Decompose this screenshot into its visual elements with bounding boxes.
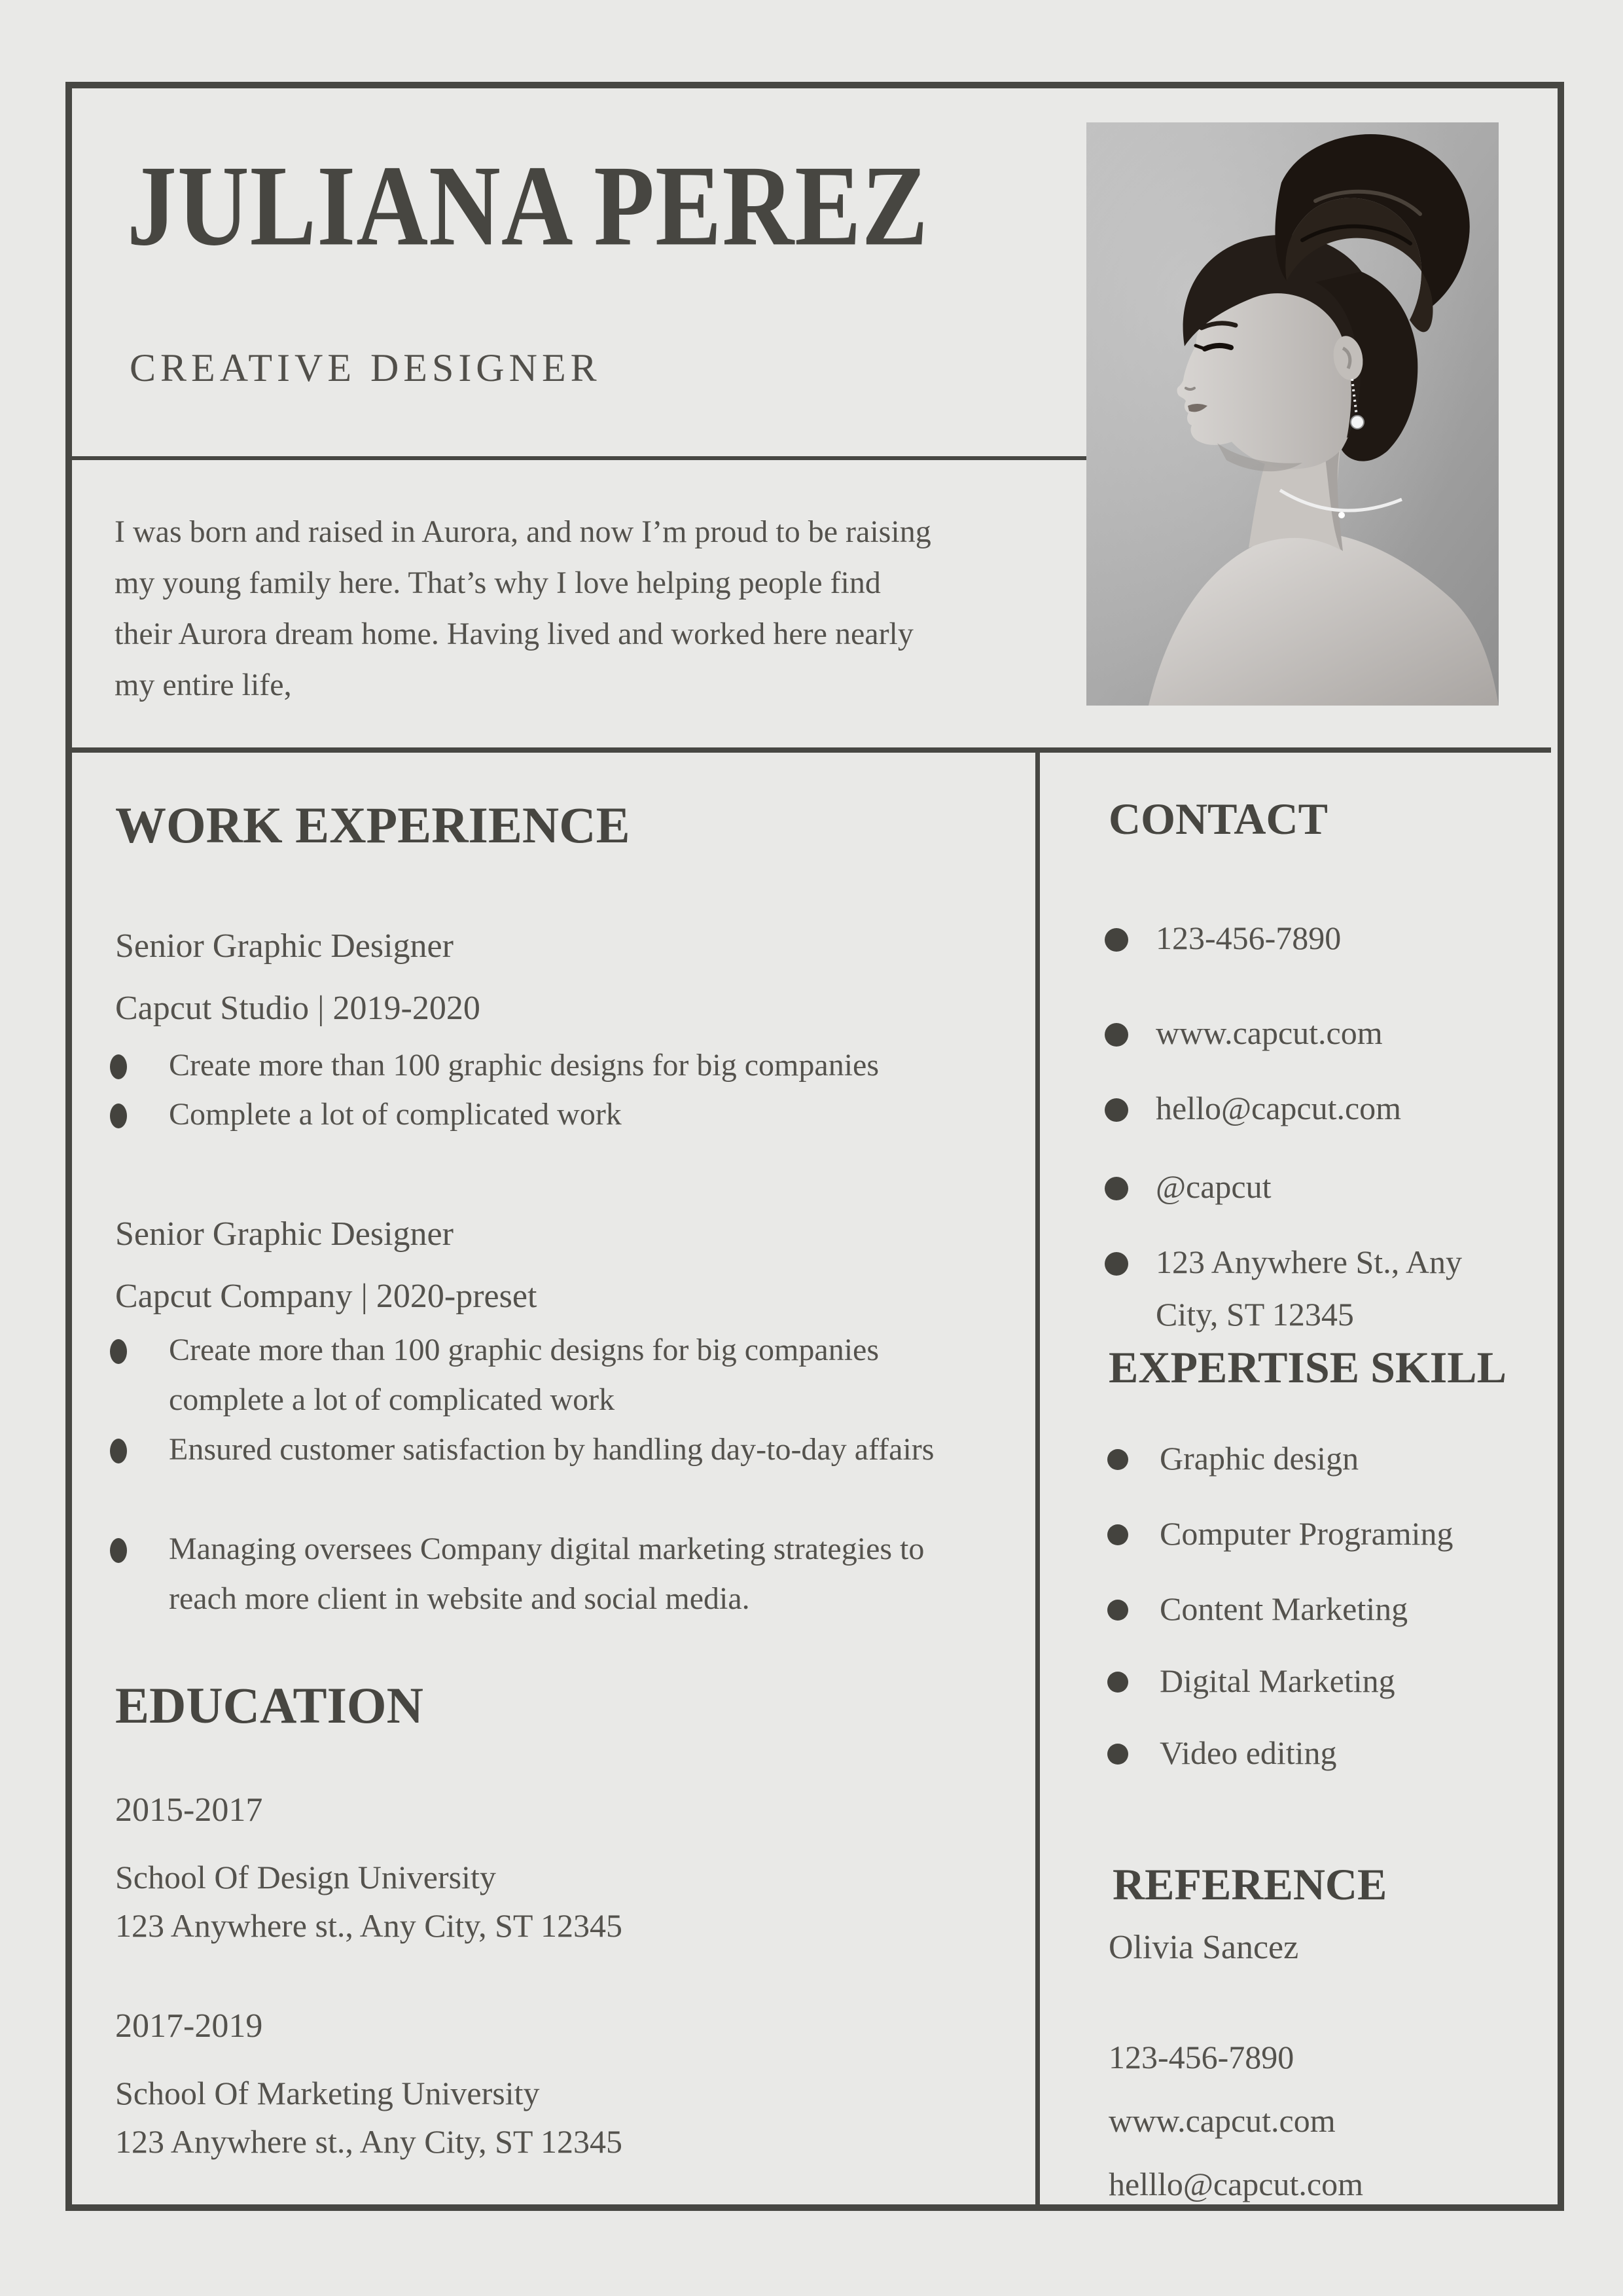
page-title: JULIANA PEREZ	[127, 141, 929, 270]
bullet-dot-icon	[1107, 1600, 1128, 1621]
education-years: 2017-2019	[115, 2007, 263, 2045]
contact-item-social: @capcut	[1105, 1160, 1272, 1213]
education-school	[115, 1853, 622, 1950]
education-school-address: 123 Anywhere st., Any City, ST 12345	[115, 1907, 623, 1944]
profile-photo	[1086, 122, 1499, 706]
skill-item: Digital Marketing	[1107, 1655, 1395, 1707]
reference-email: helllo@capcut.com	[1109, 2166, 1363, 2202]
reference-name: Olivia Sancez	[1109, 1929, 1299, 1966]
job-bullet: Ensured customer satisfaction by handling day-to-day affairs	[110, 1425, 1016, 1475]
header-divider-line	[72, 456, 1086, 460]
education-school-name: School Of Design University	[115, 1859, 496, 1895]
job-title: Senior Graphic Designer	[115, 1215, 454, 1253]
bullet-dot-icon	[1107, 1449, 1128, 1470]
bullet-dot-icon	[110, 1538, 127, 1563]
section-divider-line	[72, 747, 1551, 753]
bullet-dot-icon	[110, 1054, 127, 1079]
education-heading: EDUCATION	[115, 1677, 423, 1734]
job-bullet: Complete a lot of complicated work	[110, 1090, 1016, 1139]
reference-phone: 123-456-7890	[1109, 2039, 1294, 2075]
job-bullet: Create more than 100 graphic designs for big companies complete a lot of complicated work	[110, 1325, 1016, 1425]
skill-item: Graphic design	[1107, 1432, 1359, 1484]
job-title-subtitle: CREATIVE DESIGNER	[130, 346, 601, 389]
contact-heading: CONTACT	[1109, 794, 1328, 844]
bullet-dot-icon	[110, 1339, 127, 1364]
bullet-dot-icon	[1107, 1672, 1128, 1693]
contact-item-email: hello@capcut.com	[1105, 1082, 1401, 1134]
skill-item: Computer Programing	[1107, 1507, 1454, 1560]
bullet-dot-icon	[1105, 1252, 1128, 1276]
job-bullet: Managing oversees Company digital marketing strategies to reach more client in website and social media.	[110, 1524, 1016, 1624]
expertise-skill-heading: EXPERTISE SKILL	[1109, 1342, 1507, 1392]
column-divider-line	[1035, 753, 1040, 2204]
bullet-dot-icon	[1105, 1098, 1128, 1122]
contact-item-phone: 123-456-7890	[1105, 912, 1341, 964]
contact-item-website: www.capcut.com	[1105, 1007, 1383, 1059]
contact-item-address: 123 Anywhere St., Any City, ST 12345	[1105, 1236, 1496, 1340]
job-company-dates: Capcut Company | 2020-preset	[115, 1278, 537, 1315]
woman-portrait-image	[1086, 122, 1499, 706]
job-title: Senior Graphic Designer	[115, 927, 454, 965]
job-company-dates: Capcut Studio | 2019-2020	[115, 990, 480, 1027]
reference-website: www.capcut.com	[1109, 2102, 1336, 2139]
bullet-dot-icon	[1107, 1524, 1128, 1545]
education-school-name: School Of Marketing University	[115, 2075, 540, 2111]
education-years: 2015-2017	[115, 1791, 263, 1829]
skill-item: Video editing	[1107, 1727, 1337, 1779]
skill-item: Content Marketing	[1107, 1583, 1408, 1635]
bullet-dot-icon	[1105, 1177, 1128, 1200]
education-school	[115, 2069, 622, 2166]
bullet-dot-icon	[1105, 928, 1128, 952]
intro-paragraph: I was born and raised in Aurora, and now I’m proud to be raising my young family here. That’s why I love helping people find their Aurora dream home. Having lived and worked here nearly my entire life,	[115, 514, 931, 702]
reference-contact-block	[1109, 2026, 1363, 2216]
bullet-dot-icon	[110, 1439, 127, 1463]
reference-heading: REFERENCE	[1113, 1859, 1387, 1909]
education-school-address: 123 Anywhere st., Any City, ST 12345	[115, 2123, 623, 2160]
bullet-dot-icon	[1107, 1744, 1128, 1765]
work-experience-heading: WORK EXPERIENCE	[115, 797, 630, 853]
job-bullet: Create more than 100 graphic designs for big companies	[110, 1041, 1016, 1090]
bullet-dot-icon	[1105, 1023, 1128, 1047]
bullet-dot-icon	[110, 1103, 127, 1128]
